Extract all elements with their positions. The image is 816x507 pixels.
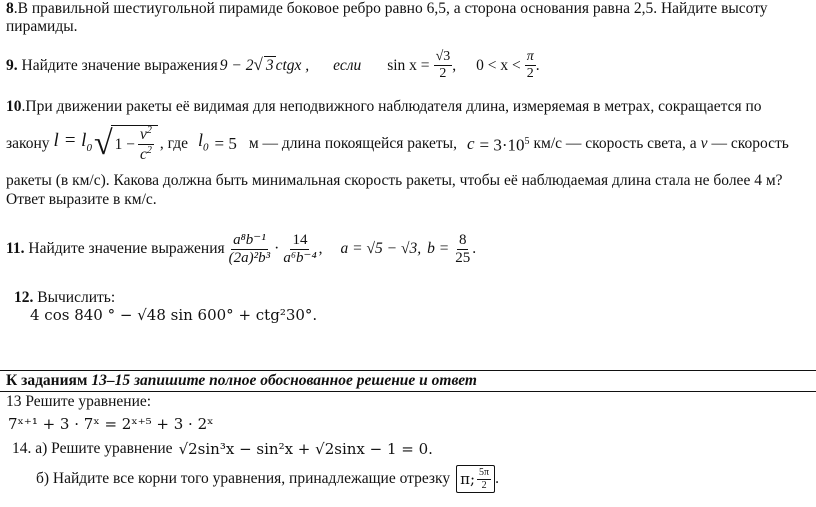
fraction-denominator: 2 bbox=[526, 66, 534, 81]
task-11-a-eq: a = √5 − √3, bbox=[340, 240, 422, 257]
task-10-law-word: закону bbox=[6, 135, 50, 152]
task-11 bbox=[6, 226, 476, 272]
task-10-text-line1: .При движении ракеты её видимая для неподвижного наблюдателя длина, измеряемая в метрах, сокращается по bbox=[21, 98, 762, 115]
task-12 bbox=[14, 289, 115, 307]
task-12-number: 12. bbox=[14, 289, 34, 306]
task-10-l0-unit: м — длина покоящейся ракеты, bbox=[248, 135, 457, 152]
task-9-expression bbox=[220, 56, 309, 75]
task-9-sin-fraction bbox=[434, 50, 453, 81]
section-header-bar bbox=[0, 370, 816, 392]
task-10-sqrt-body bbox=[111, 125, 158, 162]
task-8-text-line1: .В правильной шестиугольной пирамиде боковое ребро равно 6,5, а сторона основания равна 2,5. Найдите высоту bbox=[13, 0, 768, 17]
formula-l: l = l bbox=[53, 129, 87, 151]
formula-l-sub: 0 bbox=[86, 141, 92, 154]
fraction-numerator: √3 bbox=[435, 49, 451, 64]
task-11-b-eq: b = bbox=[427, 240, 450, 257]
section-header-label bbox=[6, 372, 477, 390]
c-exp: 5 bbox=[524, 136, 530, 148]
task-14a-expression: √2sin³x − sin²x + √2sinx − 1 = 0. bbox=[178, 440, 433, 458]
fraction-denominator: a⁶b⁻⁴ bbox=[283, 249, 317, 266]
interval-left: π; bbox=[460, 470, 476, 488]
task-10-c-tail: км/с — скорость света, а bbox=[533, 135, 697, 152]
task-13-text: 13 Решите уравнение: bbox=[6, 393, 152, 410]
task-14b-label: б) Найдите все корни того уравнения, принадлежащие отрезку bbox=[36, 470, 451, 487]
task-9 bbox=[6, 50, 540, 81]
task-10-where: , где bbox=[159, 135, 188, 152]
task-14a bbox=[12, 440, 433, 458]
sqrt-symbol: √ bbox=[93, 125, 113, 162]
task-11-b-fraction bbox=[453, 233, 472, 266]
task-9-sin-part: sin x = bbox=[387, 56, 430, 74]
task-12-expression: 4 cos 840 ° − √48 sin 600° + ctg²30°. bbox=[30, 306, 318, 324]
task-10-l0 bbox=[198, 131, 209, 157]
formula-one: 1 − bbox=[114, 135, 135, 153]
task-10-number: 10 bbox=[6, 98, 22, 115]
fraction-numerator: a⁸b⁻¹ bbox=[233, 231, 266, 248]
task-10-c-label: c bbox=[466, 134, 475, 153]
task-10-formula-l bbox=[53, 129, 92, 157]
task-12-text: Вычислить: bbox=[37, 289, 116, 306]
task-11-dot: · bbox=[274, 240, 280, 257]
fraction-numerator: 5π bbox=[479, 466, 490, 478]
sqrt-symbol: √ bbox=[253, 55, 263, 74]
fraction-numerator: π bbox=[526, 49, 534, 64]
task-10-v-label: v bbox=[700, 135, 708, 152]
task-9-expr-root: 3 bbox=[265, 57, 274, 74]
task-14a-label: 14. а) Решите уравнение bbox=[12, 440, 173, 457]
task-10 bbox=[6, 98, 762, 116]
task-13-expression: 7ˣ⁺¹ + 3 · 7ˣ = 2ˣ⁺⁵ + 3 · 2ˣ bbox=[8, 415, 214, 433]
c-symbol: c bbox=[139, 146, 147, 164]
fraction-denominator: 2 bbox=[439, 66, 447, 81]
task-11-comma: , bbox=[318, 240, 323, 257]
task-11-text: Найдите значение выражения bbox=[28, 240, 225, 257]
task-9-expr-b: ctgx , bbox=[275, 57, 310, 74]
task-9-number: 9. bbox=[6, 56, 18, 74]
task-11-end: . bbox=[472, 240, 477, 257]
task-8-number: 8 bbox=[6, 0, 14, 17]
task-11-fraction-2 bbox=[281, 233, 318, 266]
fraction-denominator: (2a)²b³ bbox=[228, 249, 271, 266]
task-10-v-tail: — скорость bbox=[711, 135, 789, 152]
fraction-numerator: 14 bbox=[292, 231, 308, 248]
c-value: = 3·10 bbox=[479, 135, 525, 155]
task-9-pi-fraction bbox=[525, 50, 536, 81]
task-10-v-over-c bbox=[138, 126, 154, 162]
l0-sub: 0 bbox=[203, 141, 209, 154]
task-14b-interval bbox=[456, 465, 495, 493]
fraction-numerator bbox=[138, 126, 154, 145]
task-9-comma: , bbox=[452, 56, 457, 74]
task-14b bbox=[36, 464, 499, 494]
v-exponent: 2 bbox=[146, 125, 152, 137]
task-11-fraction-1 bbox=[227, 233, 272, 266]
task-14b-end: . bbox=[495, 470, 499, 487]
v-symbol: v bbox=[139, 126, 147, 144]
task-10-law-line bbox=[6, 122, 789, 166]
task-9-text: Найдите значение выражения bbox=[21, 56, 218, 74]
fraction-denominator: 25 bbox=[455, 249, 471, 266]
task-10-l0-value: = 5 bbox=[214, 134, 237, 153]
task-9-condition: 0 < x < bbox=[476, 56, 521, 74]
task-10-c-value bbox=[480, 133, 530, 155]
task-9-end: . bbox=[535, 56, 540, 74]
task-8-line2: пирамиды. bbox=[6, 18, 78, 35]
fraction-denominator: 2 bbox=[481, 479, 487, 491]
l0-symbol: l bbox=[197, 130, 203, 151]
fraction-denominator bbox=[138, 145, 154, 163]
interval-fraction bbox=[477, 468, 491, 491]
task-8 bbox=[6, 0, 768, 18]
c-exponent: 2 bbox=[146, 145, 152, 156]
task-9-if-word: если bbox=[333, 56, 362, 74]
section-range: 13–15 запишите полное обоснованное решение и ответ bbox=[91, 372, 477, 389]
task-10-line4: Ответ выразите в км/с. bbox=[6, 191, 157, 208]
task-10-line3: ракеты (в км/с). Какова должна быть минимальная скорость ракеты, чтобы её наблюдаемая длина стала не более 4 м? bbox=[6, 172, 783, 189]
task-11-number: 11. bbox=[6, 240, 25, 257]
fraction-numerator: 8 bbox=[458, 231, 467, 248]
section-prefix: К заданиям bbox=[6, 372, 92, 389]
task-9-expr-a: 9 − 2 bbox=[219, 57, 254, 74]
